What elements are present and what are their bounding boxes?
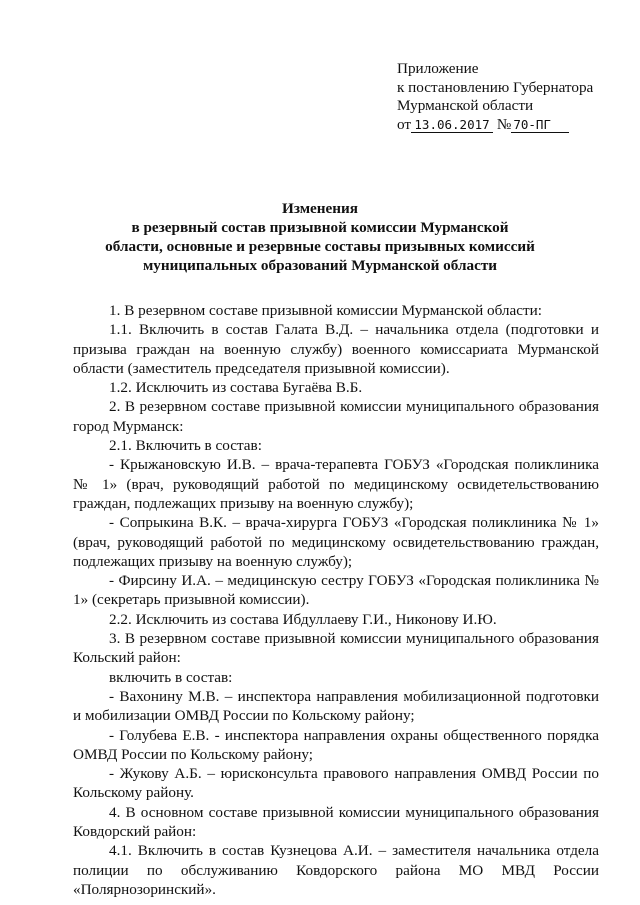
paragraph-1-1: 1.1. Включить в состав Галата В.Д. – начальника отдела (подготовки и призыва граждан на военную службу) военного комиссариата Мурманской области (заместитель председателя призывной комиссии). [73, 321, 599, 377]
number-prefix: № [496, 115, 512, 133]
paragraph-2: 2. В резервном составе призывной комиссии муниципального образования город Мурманск: [73, 398, 599, 435]
title-line-2: в резервный состав призывной комиссии Мурманской [131, 219, 509, 236]
paragraph-3: 3. В резервном составе призывной комиссии муниципального образования Кольский район: [73, 630, 599, 667]
title-line-4: муниципальных образований Мурманской области [142, 257, 498, 274]
title-line-3: области, основные и резервные составы призывных комиссий [105, 238, 535, 255]
decree-date: 13.06.2017 [411, 117, 493, 133]
paragraph-4-1: 4.1. Включить в состав Кузнецова А.И. – заместителя начальника отдела полиции по обслуживанию Ковдорского района МО МВД России «Полярнозоринский». [73, 842, 599, 898]
list-item: - Голубева Е.В. - инспектора направления охраны общественного порядка ОМВД России по Кольскому району; [73, 726, 599, 763]
title-line-1: Изменения [282, 200, 358, 217]
list-item: - Фирсину И.А. – медицинскую сестру ГОБУЗ «Городская поликлиника № 1» (секретарь призывной комиссии). [73, 572, 599, 609]
date-prefix: от [397, 115, 412, 133]
paragraph-2-1: 2.1. Включить в состав: [109, 437, 262, 455]
appendix-decree-line: к постановлению Губернатора [397, 78, 594, 96]
appendix-block [397, 60, 617, 134]
appendix-title: Приложение [397, 60, 479, 77]
paragraph-1-2: 1.2. Исключить из состава Бугаёва В.Б. [109, 379, 363, 397]
decree-number: 70-ПГ [511, 117, 569, 133]
list-item: - Сопрыкина В.К. – врача-хирурга ГОБУЗ «Городская поликлиника № 1» (врач, руководящий работой по медицинскому освидетельствованию граждан, подлежащих призыву на военную службу); [73, 514, 599, 570]
list-item: - Крыжановскую И.В. – врача-терапевта ГОБУЗ «Городская поликлиника № 1» (врач, руководящий работой по медицинскому освидетельствованию граждан, подлежащих призыву на военную службу); [73, 456, 599, 512]
paragraph-3-include: включить в состав: [109, 668, 233, 686]
document-body [73, 301, 599, 899]
list-item: - Жукову А.Б. – юрисконсульта правового направления ОМВД России по Кольскому району. [73, 765, 599, 802]
appendix-region-line: Мурманской области [397, 97, 534, 114]
document-title [80, 199, 560, 275]
paragraph-2-2: 2.2. Исключить из состава Ибдуллаеву Г.И., Никонову И.Ю. [109, 610, 497, 628]
paragraph-4: 4. В основном составе призывной комиссии муниципального образования Ковдорский район: [73, 803, 599, 841]
paragraph-1: 1. В резервном составе призывной комиссии Мурманской области: [109, 302, 542, 319]
list-item: - Вахонину М.В. – инспектора направления мобилизационной подготовки и мобилизации ОМВД России по Кольскому району; [73, 687, 599, 725]
appendix-date-line [397, 116, 617, 135]
